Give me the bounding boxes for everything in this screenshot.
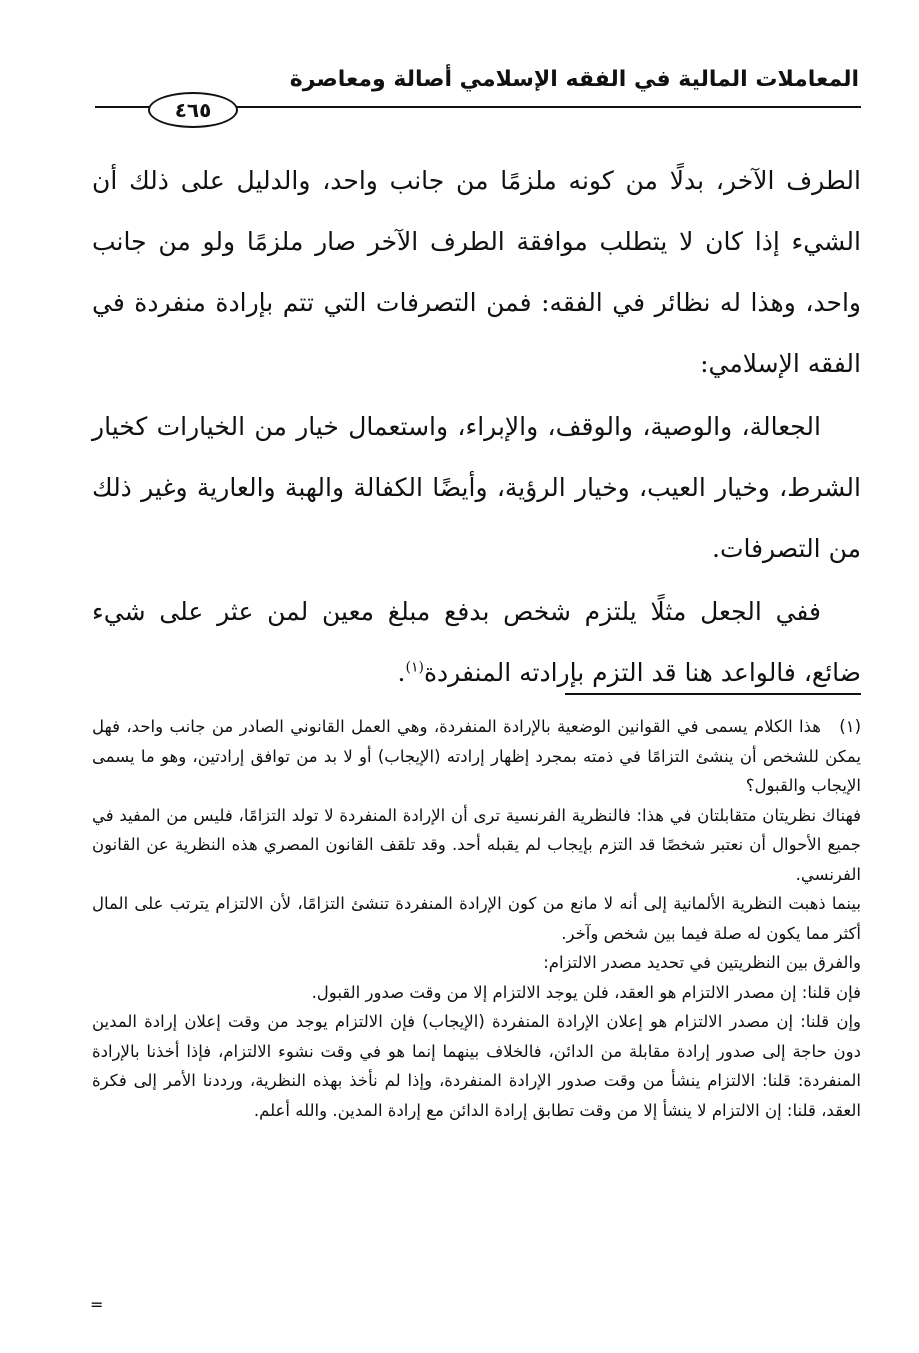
main-text <box>92 150 861 703</box>
footnote-reference: (١) <box>405 659 424 676</box>
continuation-mark: = <box>90 1295 104 1314</box>
paragraph-3 <box>92 581 861 703</box>
page-number-badge: ٤٦٥ <box>148 92 238 128</box>
footnote-marker: (١) <box>839 717 861 736</box>
footnote-1-para-6: وإن قلنا: إن مصدر الالتزام هو إعلان الإرادة المنفردة (الإيجاب) فإن الالتزام يوجد من وقت إعلان إرادة المدين دون حاجة إلى صدور إرادة مقابلة من الدائن، فالخلاف بينهما إنما هو في وقت نشوء الالتزام، فإذا أخذنا بالإرادة المنفردة: قلنا: الالتزام ينشأ من وقت صدور الإرادة المنفردة، وإذا لم نأخذ بهذه النظرية، ورددنا الأمر إلى فكرة العقد، قلنا: إن الالتزام لا ينشأ إلا من وقت تطابق إرادة الدائن مع إرادة المدين. والله أعلم. <box>92 1012 861 1120</box>
footnote-1-para-3: بينما ذهبت النظرية الألمانية إلى أنه لا مانع من كون الإرادة المنفردة تنشئ التزامًا، لأن الالتزام يترتب على المال أكثر مما يكون له صلة فيما بين شخص وآخر. <box>92 894 861 943</box>
paragraph-3-end: . <box>397 658 406 687</box>
paragraph-1: الطرف الآخر، بدلًا من كونه ملزمًا من جانب واحد، والدليل على ذلك أن الشيء إذا كان لا يتطلب موافقة الطرف الآخر صار ملزمًا ولو من جانب واحد، وهذا له نظائر في الفقه: فمن التصرفات التي تتم بإرادة منفردة في الفقه الإسلامي: <box>92 166 861 378</box>
footnote-1-para-1 <box>92 712 861 801</box>
footnote-1-para-5: فإن قلنا: إن مصدر الالتزام هو العقد، فلن يوجد الالتزام إلا من وقت صدور القبول. <box>311 982 861 1002</box>
paragraph-2: الجعالة، والوصية، والوقف، والإبراء، واستعمال خيار من الخيارات كخيار الشرط، وخيار العيب، وخيار الرؤية، وأيضًا الكفالة والهبة والعارية وغير ذلك من التصرفات. <box>92 412 861 563</box>
footnote-1-para-2: فهناك نظريتان متقابلتان في هذا: فالنظرية الفرنسية ترى أن الإرادة المنفردة لا تولد التزامًا، فليس من المفيد في جميع الأحوال أن نعتبر شخصًا قد التزم بإيجاب لم يقبله أحد. وقد تلقف القانون المصري هذه النظرية عن القانون الفرنسي. <box>92 805 861 884</box>
footnote-1-para-4: والفرق بين النظريتين في تحديد مصدر الالتزام: <box>543 953 861 972</box>
running-header-title: المعاملات المالية في الفقه الإسلامي أصالة ومعاصرة <box>289 67 859 92</box>
paragraph-3-text: ففي الجعل مثلًا يلتزم شخص بدفع مبلغ معين لمن عثر على شيء ضائع، فالواعد هنا قد التزم بإرادته المنفردة <box>92 597 861 687</box>
footnote-1-text: هذا الكلام يسمى في القوانين الوضعية بالإرادة المنفردة، وهي العمل القانوني الصادر من جانب واحد، فهل يمكن للشخص أن ينشئ التزامًا في ذمته بمجرد إظهار إرادته (الإيجاب) أو لا بد من توافق إرادتين، وهو ما يسمى الإيجاب والقبول؟ <box>92 717 861 795</box>
footnote-separator <box>565 693 861 695</box>
footnotes <box>92 712 861 1125</box>
